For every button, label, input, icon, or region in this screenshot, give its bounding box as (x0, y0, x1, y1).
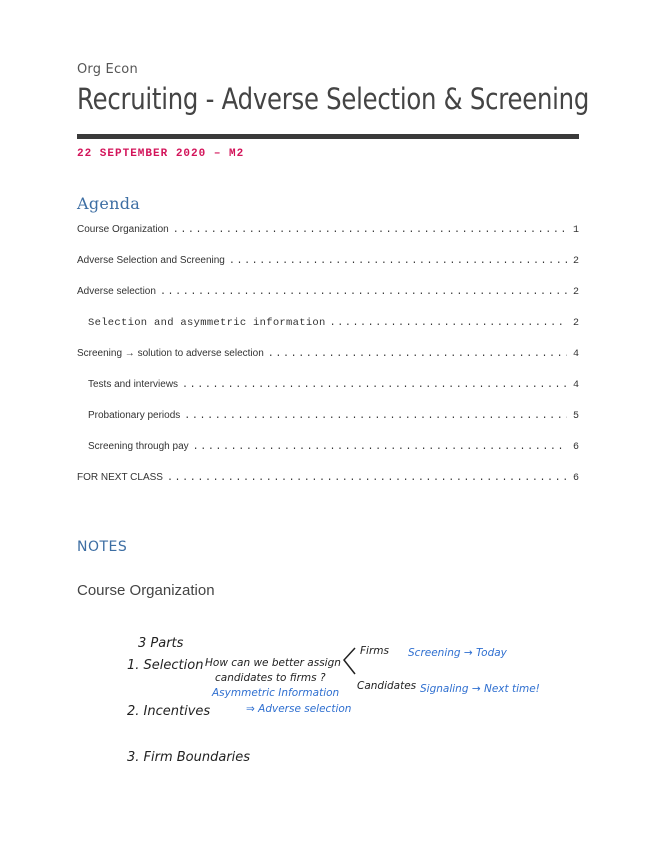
hw-question-line1: How can we better assign (205, 657, 341, 669)
hw-parts: 3 Parts (138, 636, 184, 651)
hw-item-incentives: 2. Incentives (127, 704, 211, 719)
toc-entry-label: Course Organization (77, 224, 169, 235)
hw-candidates: Candidates (357, 680, 417, 692)
toc-entry-label: Tests and interviews (88, 379, 179, 390)
toc-entry-page: 4 (572, 380, 579, 391)
section-heading: Course Organization (77, 582, 215, 599)
toc-entry-page: 4 (572, 349, 579, 360)
toc-entry-page: 2 (572, 287, 579, 298)
notes-heading: NOTES (77, 539, 128, 555)
toc-entry-label: Adverse selection (77, 286, 156, 297)
hw-signaling: Signaling → Next time! (420, 683, 540, 695)
toc-entry-label: Screening through pay (88, 441, 189, 452)
hw-brace-icon (344, 648, 355, 674)
course-name: Org Econ (77, 62, 138, 77)
toc-entry-page: 6 (572, 473, 579, 484)
hw-screening: Screening → Today (408, 647, 507, 659)
toc-entry-label: Probationary periods (88, 410, 181, 421)
hw-firms: Firms (360, 645, 389, 657)
hw-adverse-selection: ⇒ Adverse selection (246, 703, 352, 715)
toc-entry-page: 5 (572, 411, 579, 422)
hw-item-firm-boundaries: 3. Firm Boundaries (127, 750, 251, 765)
hw-asymmetric-info: Asymmetric Information (212, 687, 340, 699)
toc-entry-label: Screening → solution to adverse selection (77, 348, 264, 359)
toc-entry-page: 2 (572, 256, 579, 267)
agenda-heading: Agenda (77, 194, 141, 213)
toc-entry-page: 2 (572, 318, 579, 329)
hw-question-line2: candidates to firms ? (215, 672, 326, 684)
toc-entry-page: 1 (572, 225, 579, 236)
hw-item-selection: 1. Selection (127, 658, 204, 673)
toc-entry-label: Adverse Selection and Screening (77, 255, 225, 266)
toc-entry-page: 6 (572, 442, 579, 453)
toc-entry-label: FOR NEXT CLASS (77, 472, 163, 483)
page-title: Recruiting - Adverse Selection & Screening (77, 82, 590, 116)
lecture-date: 22 SEPTEMBER 2020 – M2 (77, 148, 245, 160)
toc-entry-label: Selection and asymmetric information (88, 317, 326, 329)
